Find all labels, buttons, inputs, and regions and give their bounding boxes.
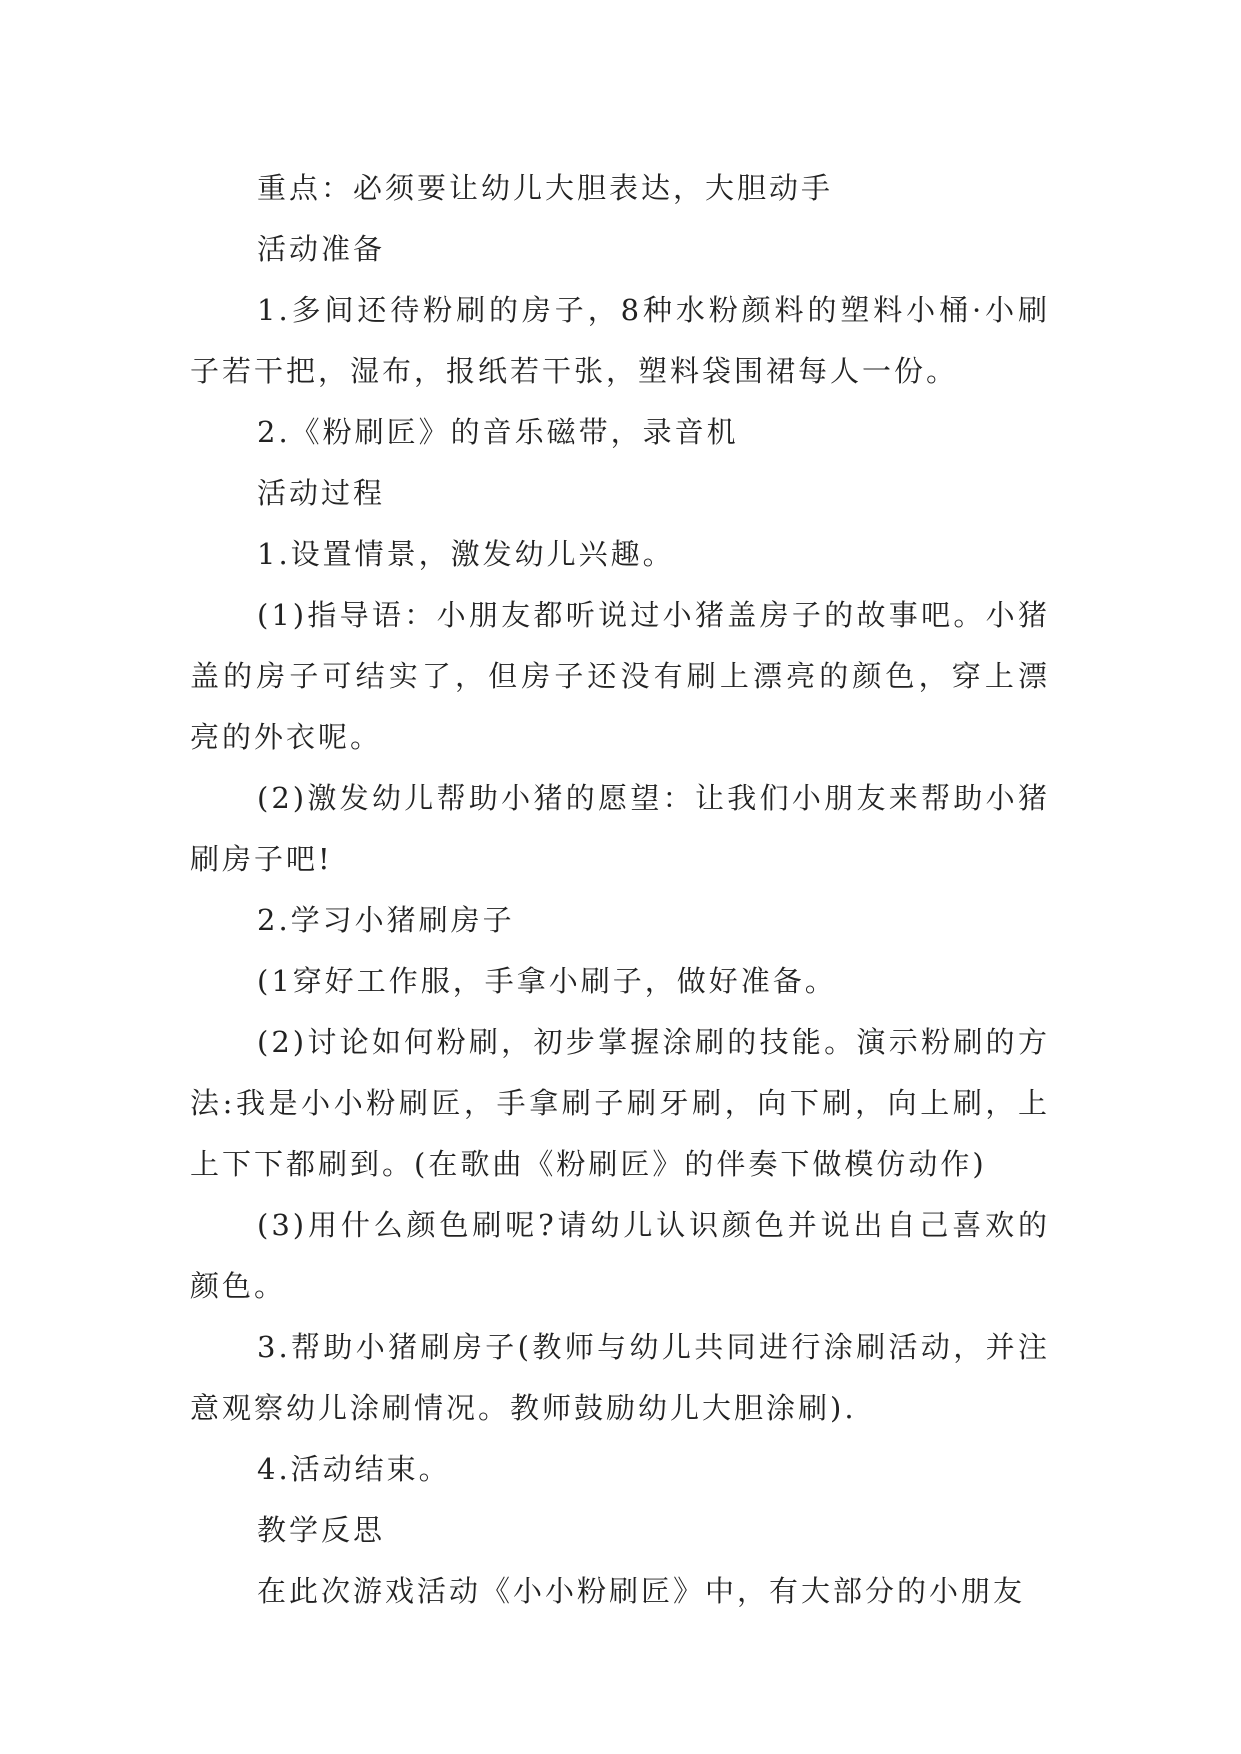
paragraph-preparation-1: 1.多间还待粉刷的房子，8种水粉颜料的塑料小桶·小刷子若干把，湿布，报纸若干张，塑料袋围裙每人一份。 [190, 293, 1050, 388]
paragraph-step-1: 1.设置情景，激发幼儿兴趣。 [257, 537, 675, 571]
paragraph-step-2-3: (3)用什么颜色刷呢?请幼儿认识颜色并说出自己喜欢的颜色。 [190, 1208, 1050, 1303]
paragraph-step-2: 2.学习小猪刷房子 [257, 903, 515, 937]
paragraph-preparation-2: 2.《粉刷匠》的音乐磁带，录音机 [257, 415, 739, 449]
heading-preparation: 活动准备 [257, 232, 386, 266]
paragraph-step-3: 3.帮助小猪刷房子(教师与幼儿共同进行涂刷活动，并注意观察幼儿涂刷情况。教师鼓励幼儿大胆涂刷). [190, 1330, 1050, 1425]
paragraph-step-4: 4.活动结束。 [257, 1452, 451, 1486]
document-body [190, 158, 1050, 1622]
paragraph-step-1-1: (1)指导语：小朋友都听说过小猪盖房子的故事吧。小猪盖的房子可结实了，但房子还没有刷上漂亮的颜色，穿上漂亮的外衣呢。 [190, 598, 1050, 754]
paragraph-step-2-2: (2)讨论如何粉刷，初步掌握涂刷的技能。演示粉刷的方法:我是小小粉刷匠，手拿刷子刷牙刷，向下刷，向上刷，上上下下都刷到。(在歌曲《粉刷匠》的伴奏下做模仿动作) [190, 1025, 1050, 1181]
heading-process: 活动过程 [257, 476, 386, 510]
heading-reflection: 教学反思 [257, 1513, 386, 1547]
paragraph-reflection: 在此次游戏活动《小小粉刷匠》中，有大部分的小朋友 [257, 1574, 1026, 1608]
paragraph-step-1-2: (2)激发幼儿帮助小猪的愿望：让我们小朋友来帮助小猪刷房子吧! [190, 781, 1050, 876]
paragraph-step-2-1: (1穿好工作服，手拿小刷子，做好准备。 [257, 964, 837, 998]
paragraph-key-point: 重点：必须要让幼儿大胆表达，大胆动手 [257, 171, 834, 205]
